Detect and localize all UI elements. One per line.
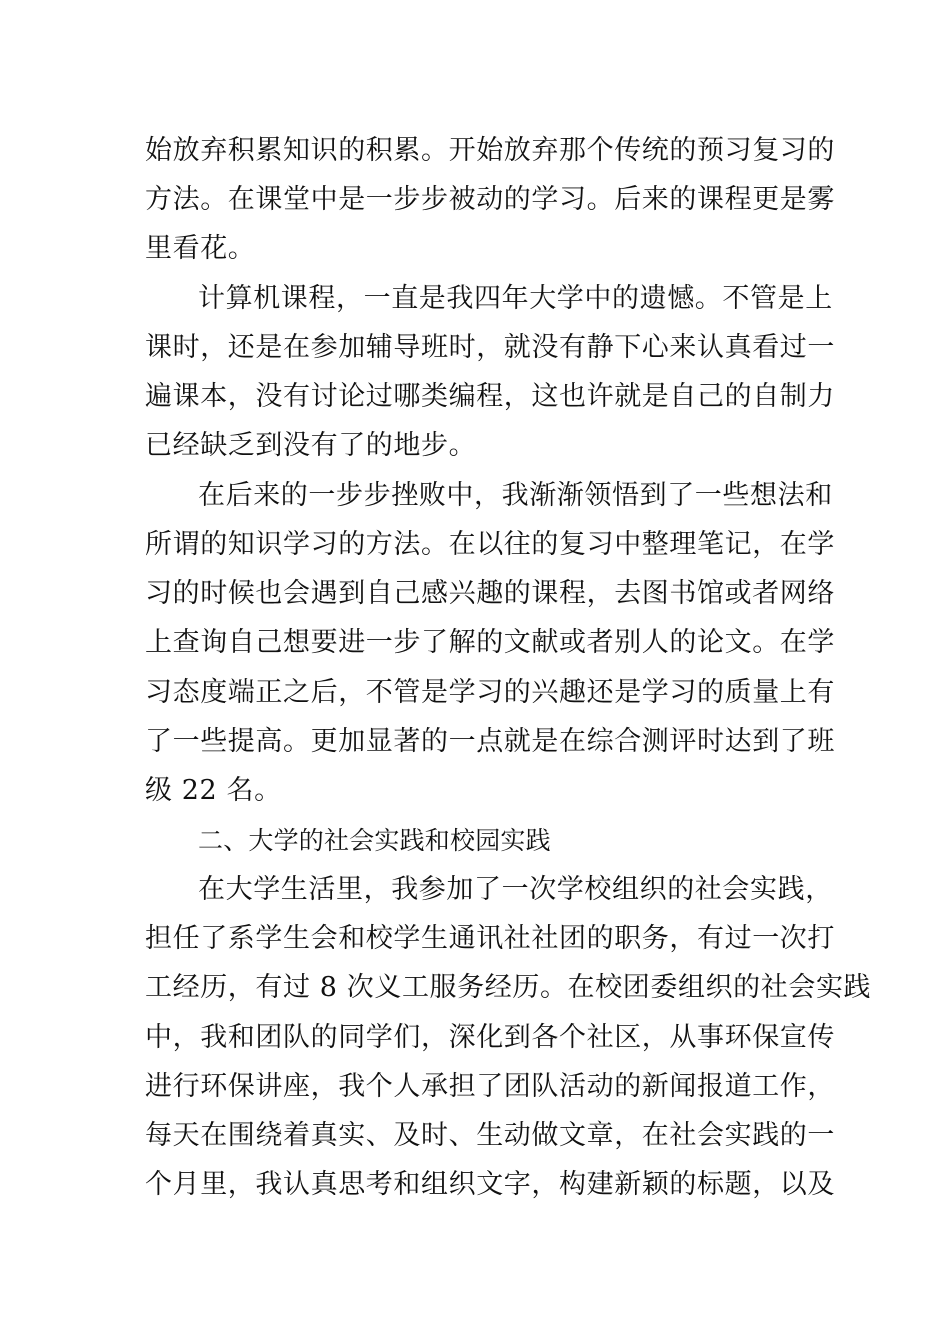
text-line: 上查询自己想要进一步了解的文献或者别人的论文。在学 (145, 627, 835, 658)
paragraph-first-line: 在大学生活里，我参加了一次学校组织的社会实践， (198, 874, 833, 905)
section-heading: 二、大学的社会实践和校园实践 (198, 826, 551, 855)
text-line: 工经历，有过 8 次义工服务经历。在校团委组织的社会实践 (145, 972, 872, 1003)
paragraph-first-line: 计算机课程，一直是我四年大学中的遗憾。不管是上 (198, 283, 833, 314)
text-line: 课时，还是在参加辅导班时，就没有静下心来认真看过一 (145, 332, 835, 363)
text-line: 每天在围绕着真实、及时、生动做文章，在社会实践的一 (145, 1120, 835, 1151)
text-line: 里看花。 (145, 233, 256, 264)
text-line: 所谓的知识学习的方法。在以往的复习中整理笔记，在学 (145, 529, 835, 560)
text-line: 习态度端正之后，不管是学习的兴趣还是学习的质量上有 (145, 677, 835, 708)
text-line: 方法。在课堂中是一步步被动的学习。后来的课程更是雾 (145, 184, 835, 215)
paragraph-first-line: 在后来的一步步挫败中，我渐渐领悟到了一些想法和 (198, 480, 833, 511)
text-line: 遍课本，没有讨论过哪类编程，这也许就是自己的自制力 (145, 381, 835, 412)
text-line: 进行环保讲座，我个人承担了团队活动的新闻报道工作， (145, 1071, 835, 1102)
text-line: 已经缺乏到没有了的地步。 (145, 430, 477, 461)
text-line: 中，我和团队的同学们，深化到各个社区，从事环保宣传 (145, 1022, 835, 1053)
text-line: 习的时候也会遇到自己感兴趣的课程，去图书馆或者网络 (145, 578, 835, 609)
text-line: 了一些提高。更加显著的一点就是在综合测评时达到了班 (145, 726, 835, 757)
text-line: 始放弃积累知识的积累。开始放弃那个传统的预习复习的 (145, 135, 835, 166)
text-line: 级 22 名。 (145, 775, 282, 806)
text-line: 个月里，我认真思考和组织文字，构建新颖的标题，以及 (145, 1169, 835, 1200)
text-line: 担任了系学生会和校学生通讯社社团的职务，有过一次打 (145, 923, 835, 954)
